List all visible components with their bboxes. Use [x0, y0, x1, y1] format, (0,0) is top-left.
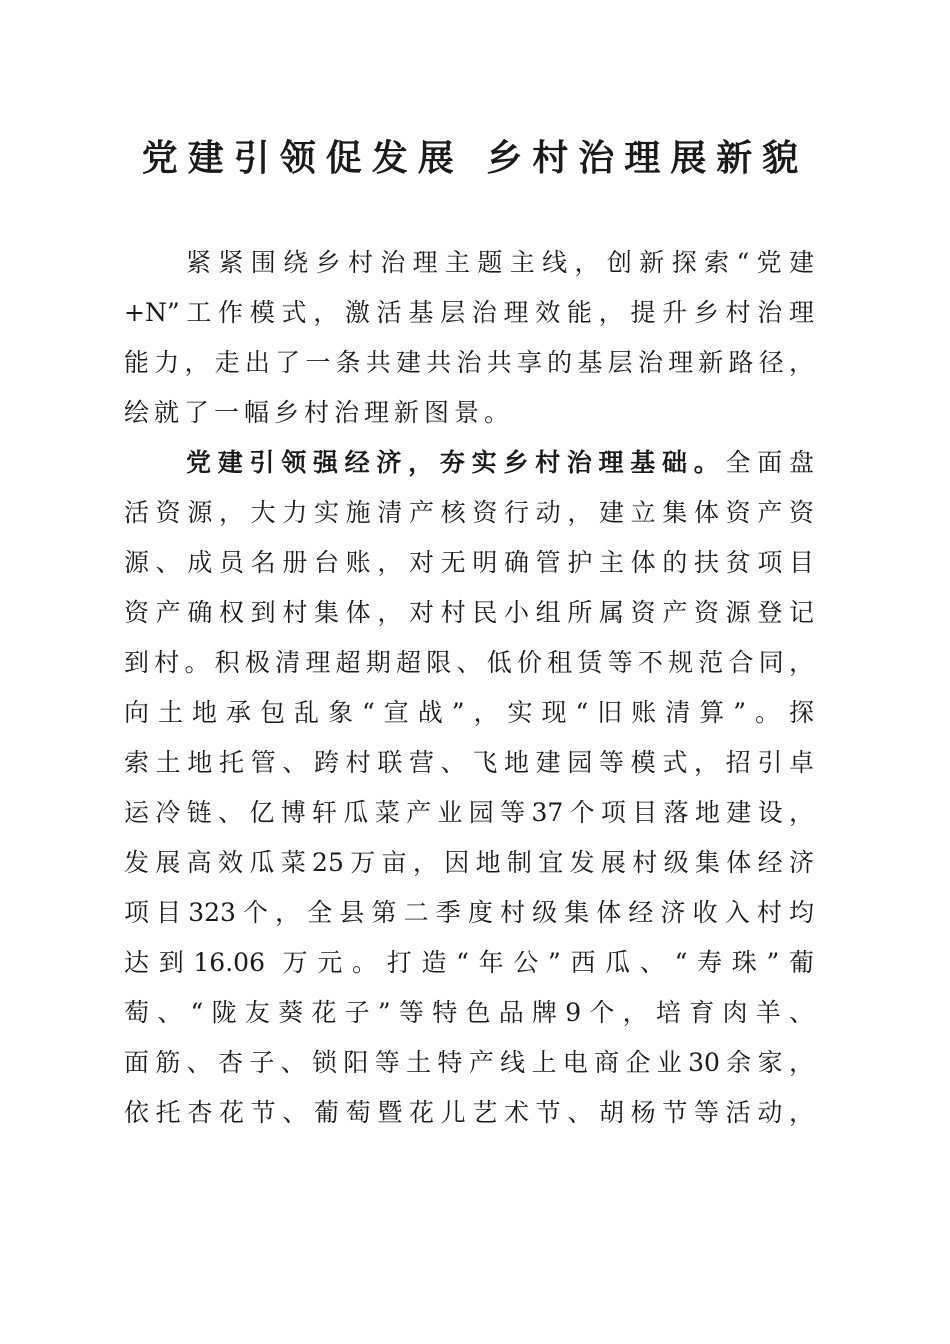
paragraph-1-line-3: 能力，走出了一条共建共治共享的基层治理新路径，	[124, 348, 814, 377]
paragraph-2-line-13: 面筋、杏子、锁阳等土特产线上电商企业30余家，	[124, 1048, 814, 1077]
paragraph-2-line-10: 项目323个，全县第二季度村级集体经济收入村均	[124, 898, 814, 927]
paragraph-1-line-1: 紧紧围绕乡村治理主题主线，创新探索“党建	[186, 248, 814, 277]
paragraph-2-line-9: 发展高效瓜菜25万亩，因地制宜发展村级集体经济	[124, 848, 814, 877]
paragraph-2-line-5: 到村。积极清理超期超限、低价租赁等不规范合同，	[124, 648, 814, 677]
paragraph-1-line-2: +N”工作模式，激活基层治理效能，提升乡村治理	[124, 298, 814, 327]
paragraph-2-line-7: 索土地托管、跨村联营、飞地建园等模式，招引卓	[124, 748, 814, 777]
paragraph-2-line-1-rest: 全面盘	[725, 448, 814, 477]
document-title: 党建引领促发展 乡村治理展新貌	[141, 137, 809, 179]
paragraph-2-line-2: 活资源，大力实施清产核资行动，建立集体资产资	[124, 498, 814, 527]
section-heading: 党建引领强经济，夯实乡村治理基础。	[186, 448, 726, 477]
paragraph-2-line-12: 萄、“陇友葵花子”等特色品牌9个，培育肉羊、	[124, 998, 814, 1027]
paragraph-2-line-8: 运冷链、亿博轩瓜菜产业园等37个项目落地建设，	[124, 798, 814, 827]
paragraph-2-line-3: 源、成员名册台账，对无明确管护主体的扶贫项目	[124, 548, 814, 577]
paragraph-2-line-1	[186, 438, 814, 488]
paragraph-2-line-6: 向土地承包乱象“宣战”，实现“旧账清算”。探	[124, 698, 814, 727]
paragraph-1-line-4: 绘就了一幅乡村治理新图景。	[124, 398, 515, 427]
paragraph-2-line-11: 达到16.06 万元。打造“年公”西瓜、“寿珠”葡	[124, 948, 814, 977]
paragraph-2-line-4: 资产确权到村集体，对村民小组所属资产资源登记	[124, 598, 814, 627]
paragraph-2-line-14: 依托杏花节、葡萄暨花儿艺术节、胡杨节等活动，	[124, 1098, 814, 1127]
